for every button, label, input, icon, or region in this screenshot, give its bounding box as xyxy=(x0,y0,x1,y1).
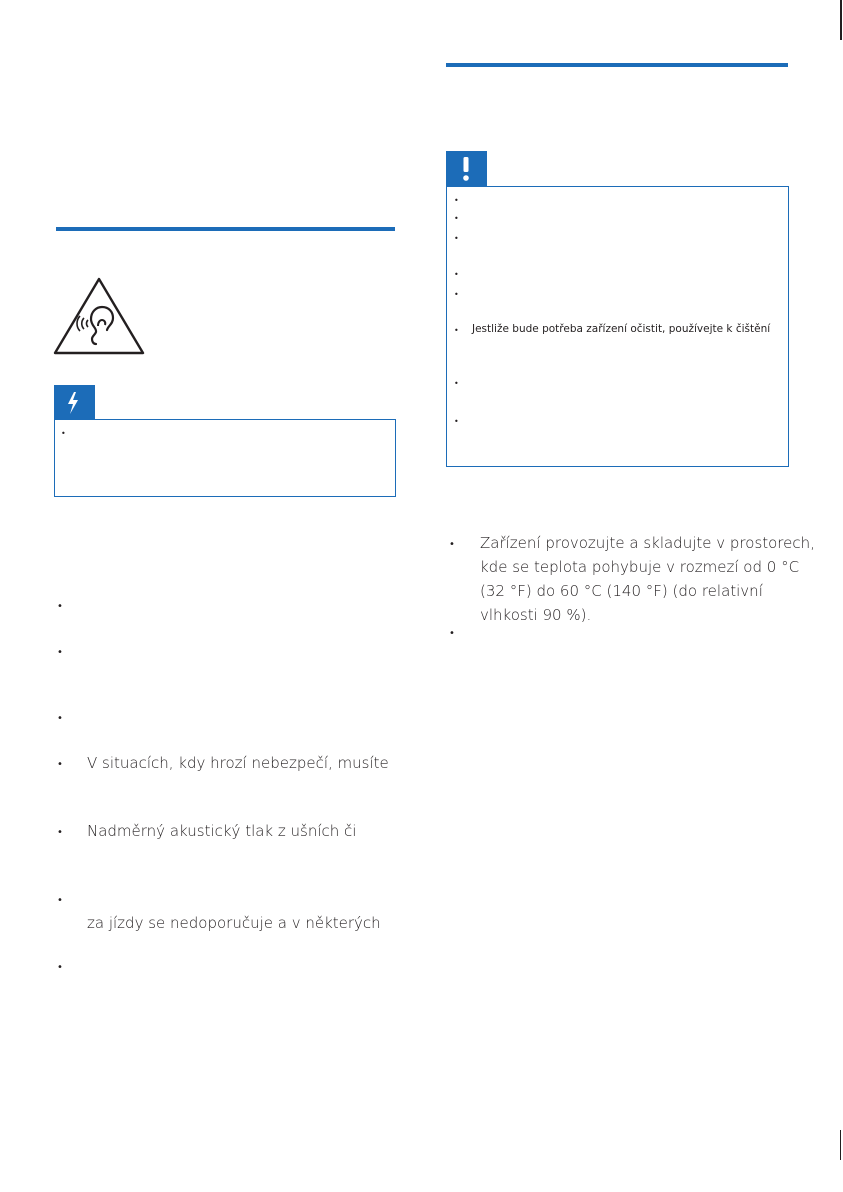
caution-bullet-3: • xyxy=(454,234,459,243)
left-bullet-2: • xyxy=(57,647,63,658)
right-bullet-1-line-4: vlhkosti 90 %). xyxy=(480,606,592,624)
caution-bullet-8: • xyxy=(454,417,459,426)
lightning-bolt-icon xyxy=(63,390,83,416)
left-bullet-1: • xyxy=(57,601,63,612)
right-section-rule xyxy=(446,63,788,67)
page-edge-mark xyxy=(840,1130,841,1160)
warning-bullet: • xyxy=(61,429,66,438)
right-bullet-1-line-1: Zařízení provozujte a skladujte v prostorech, xyxy=(480,534,815,552)
caution-bullet-1: • xyxy=(454,196,459,205)
left-bullet-6: • xyxy=(57,895,63,906)
left-section-rule xyxy=(56,227,395,231)
warning-box xyxy=(54,419,396,497)
left-bullet-6-text: za jízdy se nedoporučuje a v některých xyxy=(87,914,381,932)
left-bullet-4-text: V situacích, kdy hrozí nebezpečí, musíte xyxy=(87,754,389,772)
left-bullet-4: • xyxy=(57,759,63,770)
caution-bullet-4: • xyxy=(454,270,459,279)
caution-bullet-5: • xyxy=(454,290,459,299)
left-bullet-3: • xyxy=(57,713,63,724)
right-bullet-1: • xyxy=(449,539,455,550)
page-edge-mark xyxy=(840,0,842,40)
right-bullet-1-line-2: kde se teplota pohybuje v rozmezí od 0 °C xyxy=(480,558,800,576)
caution-bullet-6: • xyxy=(454,326,459,335)
caution-text: Jestliže bude potřeba zařízení očistit, používejte k čištění xyxy=(472,323,771,335)
caution-bullet-7: • xyxy=(454,379,459,388)
exclamation-icon xyxy=(459,155,473,183)
caution-bullet-2: • xyxy=(454,214,459,223)
hearing-damage-warning-icon xyxy=(52,276,146,356)
right-bullet-1-line-3: (32 °F) do 60 °C (140 °F) (do relativní xyxy=(480,582,763,600)
left-bullet-5-text: Nadměrný akustický tlak z ušních či xyxy=(87,822,357,840)
left-bullet-7: • xyxy=(57,962,63,973)
right-bullet-2: • xyxy=(449,628,455,639)
left-bullet-5: • xyxy=(57,827,63,838)
